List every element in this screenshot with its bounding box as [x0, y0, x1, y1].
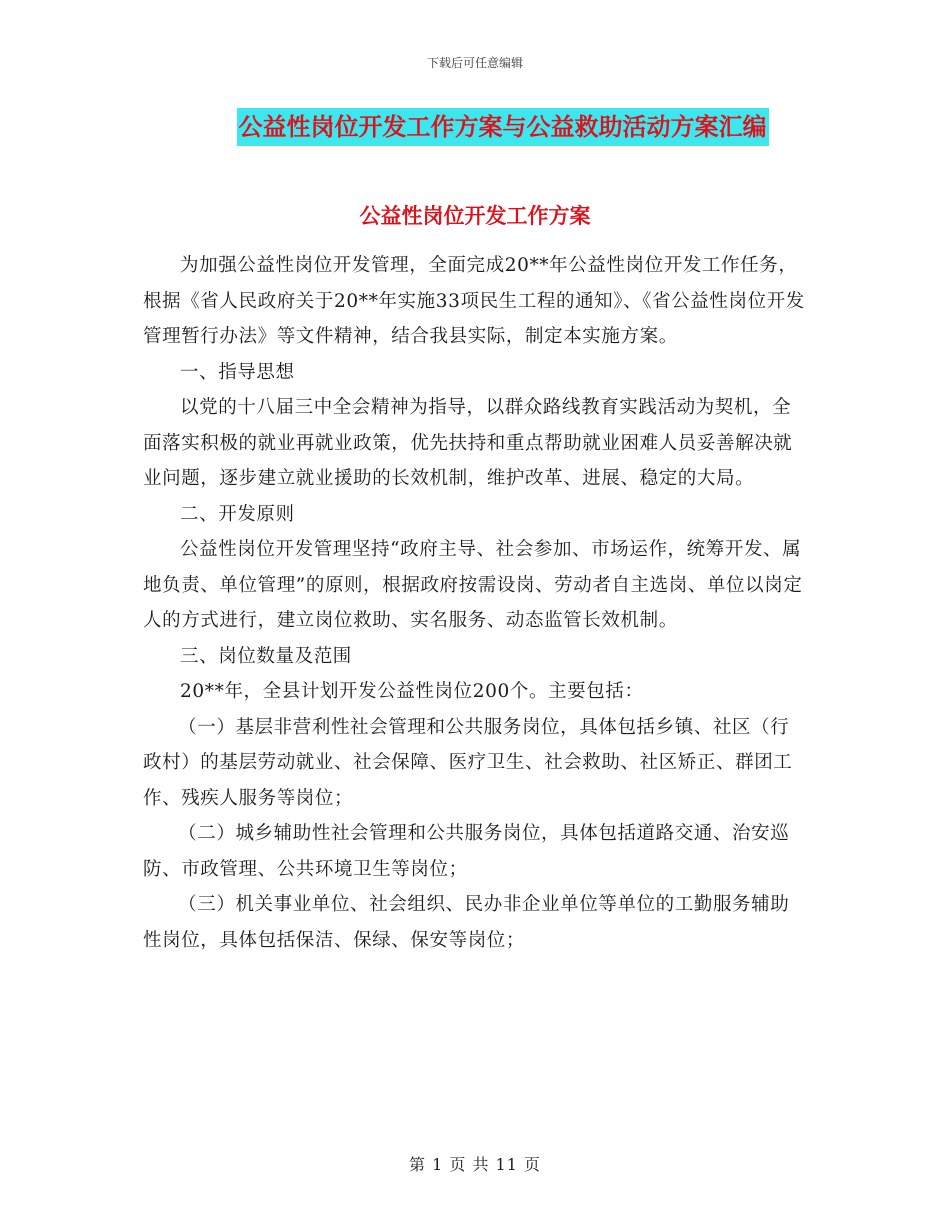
page-header-note: 下载后可任意编辑	[426, 56, 523, 70]
list-item-3: （三）机关事业单位、社会组织、民办非企业单位等单位的工勤服务辅助性岗位，具体包括保洁、保绿、保安等岗位；	[143, 894, 790, 951]
paragraph-guiding-ideology: 以党的十八届三中全会精神为指导，以群众路线教育实践活动为契机，全面落实积极的就业再就业政策，优先扶持和重点帮助就业困难人员妥善解决就业问题，逐步建立就业援助的长效机制，维护改革、进展、稳定的大局。	[143, 397, 793, 489]
paragraph-intro: 为加强公益性岗位开发管理，全面完成20**年公益性岗位开发工作任务，根据《省人民政府关于20**年实施33项民生工程的通知》、《省公益性岗位开发管理暂行办法》等文件精神，结合我县实际，制定本实施方案。	[143, 255, 805, 347]
list-item-1: （一）基层非营利性社会管理和公共服务岗位，具体包括乡镇、社区（行政村）的基层劳动就业、社会保障、医疗卫生、社会救助、社区矫正、群团工作、残疾人服务等岗位；	[143, 716, 793, 809]
document-title-container	[0, 108, 950, 146]
paragraph-post-quantity: 20**年，全县计划开发公益性岗位200个。主要包括：	[180, 681, 644, 702]
document-title: 公益性岗位开发工作方案与公益救助活动方案汇编	[237, 108, 769, 146]
heading-post-quantity-scope: 三、岗位数量及范围	[180, 645, 352, 667]
document-body	[143, 248, 808, 958]
paragraph-development-principles: 公益性岗位开发管理坚持“政府主导、社会参加、市场运作，统筹开发、属地负责、单位管理”的原则，根据政府按需设岗、劳动者自主选岗、单位以岗定人的方式进行，建立岗位救助、实名服务、动态监管长效机制。	[143, 539, 803, 631]
list-item-2: （二）城乡辅助性社会管理和公共服务岗位，具体包括道路交通、治安巡防、市政管理、公共环境卫生等岗位；	[143, 823, 790, 880]
heading-development-principles: 二、开发原则	[180, 503, 295, 525]
page-number-footer: 第 1 页 共 11 页	[409, 1155, 541, 1174]
section-title: 公益性岗位开发工作方案	[359, 204, 591, 228]
heading-guiding-ideology: 一、指导思想	[180, 361, 295, 383]
